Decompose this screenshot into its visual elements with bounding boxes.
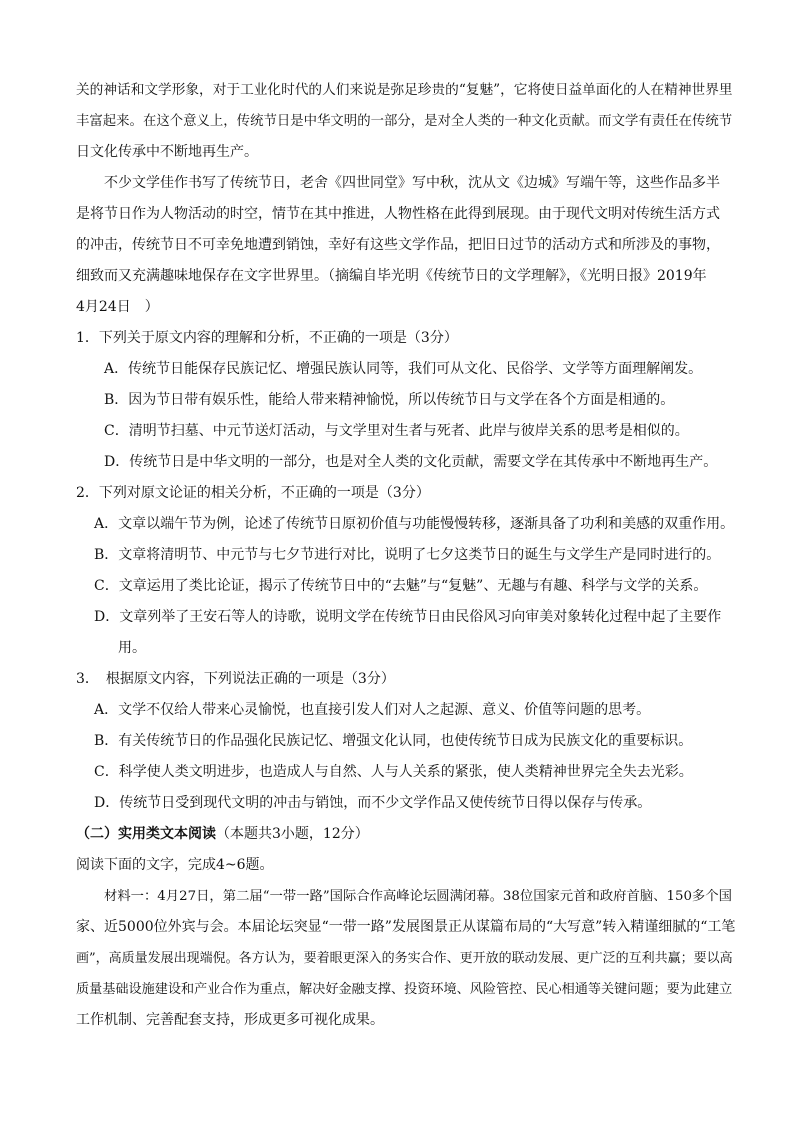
text-line: 工作机制、完善配套支持，形成更多可视化成果。 — [76, 1012, 384, 1028]
option-d: D．传统节日是中华文明的一部分，也是对全人类的文化贡献，需要文学在其传承中不断地再生产。 — [104, 454, 718, 470]
option-b: B．有关传统节日的作品强化民族记忆、增强文化认同，也使传统节日成为民族文化的重要标识。 — [94, 733, 693, 749]
option-c: C．清明节扫墓、中元节送灯活动，与文学里对生者与死者、此岸与彼岸关系的思考是相似的。 — [104, 423, 689, 439]
text-line: 家、近5000位外宾与会。本届论坛突显“一带一路”发展图景正从谋篇布局的“大写意”转入精谨细腻的“工笔 — [76, 919, 736, 935]
text-line: 丰富起来。在这个意义上，传统节日是中华文明的一部分，是对全人类的一种文化贡献。而文学有责任在传统节 — [76, 114, 733, 129]
section-instruction: 阅读下面的文字，完成4~6题。 — [76, 857, 274, 873]
option-b: B．文章将清明节、中元节与七夕节进行对比，说明了七夕这类节日的诞生与文学生产是同时进行的。 — [94, 547, 721, 563]
option-c: C．文章运用了类比论证，揭示了传统节日中的“去魅”与“复魅”、无趣与有趣、科学与文学的关系。 — [94, 578, 708, 594]
text-line: 4月24日 ） — [76, 299, 159, 315]
section-heading — [76, 819, 736, 850]
option-a: A．文章以端午节为例，论述了传统节日原初价值与功能慢慢转移，逐渐具备了功利和美感的双重作用。 — [94, 516, 735, 532]
option-d: D．传统节日受到现代文明的冲击与销蚀，而不少文学作品又使传统节日得以保存与传承。 — [94, 795, 652, 811]
option-d: D．文章列举了王安石等人的诗歌，说明文学在传统节日由民俗风习向审美对象转化过程中起了主要作 — [94, 609, 722, 625]
question-1 — [76, 323, 736, 478]
text-line: 材料一：4月27日，第二届“一带一路”国际合作高峰论坛圆满闭幕。38位国家元首和政府首脑、150多个国 — [104, 889, 732, 904]
text-line: 日文化传承中不断地再生产。 — [76, 144, 258, 160]
text-line: 不少文学佳作书写了传统节日，老舍《四世同堂》写中秋，沈从文《边城》写端午等，这些作品多半 — [104, 175, 720, 191]
option-b: B．因为节日带有娱乐性，能给人带来精神愉悦，所以传统节日与文学在各个方面是相通的。 — [104, 392, 675, 408]
option-d-continuation: 用。 — [118, 640, 146, 656]
section-heading-title: （二）实用类文本阅读 — [76, 826, 216, 842]
section-heading-note: （本题共3小题，12分） — [216, 826, 369, 842]
question-stem: 1．下列关于原文内容的理解和分析，不正确的一项是（3分） — [76, 330, 458, 346]
passage-paragraph-1 — [76, 75, 736, 168]
question-stem: 2．下列对原文论证的相关分析，不正确的一项是（3分） — [76, 485, 430, 501]
option-a: A．文学不仅给人带来心灵愉悦，也直接引发人们对人之起源、意义、价值等问题的思考。 — [94, 702, 651, 718]
text-line: 关的神话和文学形象，对于工业化时代的人们来说是弥足珍贵的“复魅”，它将使日益单面化的人在精神世界里 — [76, 82, 733, 98]
text-line: 的冲击，传统节日不可幸免地遭到销蚀，幸好有这些文学作品，把旧日过节的活动方式和所涉及的事物， — [76, 237, 720, 253]
option-a: A．传统节日能保存民族记忆、增强民族认同等，我们可从文化、民俗学、文学等方面理解阐发。 — [104, 361, 703, 377]
text-line: 质量基础设施建设和产业合作为重点，解决好金融支撑、投资环境、风险管控、民心相通等关键问题；要为此建立 — [76, 982, 733, 997]
section-2 — [76, 819, 736, 1036]
text-line: 是将节日作为人物活动的时空，情节在其中推进，人物性格在此得到展现。由于现代文明对传统生活方式 — [76, 206, 720, 222]
question-stem: 3． 根据原文内容，下列说法正确的一项是（3分） — [76, 671, 395, 687]
question-3 — [76, 664, 736, 819]
text-line: 画”，高质量发展出现端倪。各方认为，要着眼更深入的务实合作、更开放的联动发展、更广泛的互利共赢；要以高 — [76, 951, 733, 966]
passage-paragraph-2 — [76, 168, 736, 323]
document-page — [76, 75, 736, 1036]
text-line: 细致而又充满趣味地保存在文字世界里。（摘编自毕光明《传统节日的文学理解》，《光明日报》2019年 — [76, 268, 707, 284]
option-c: C．科学使人类文明进步，也造成人与自然、人与人关系的紧张，使人类精神世界完全失去光彩。 — [94, 764, 693, 780]
question-2 — [76, 478, 736, 664]
